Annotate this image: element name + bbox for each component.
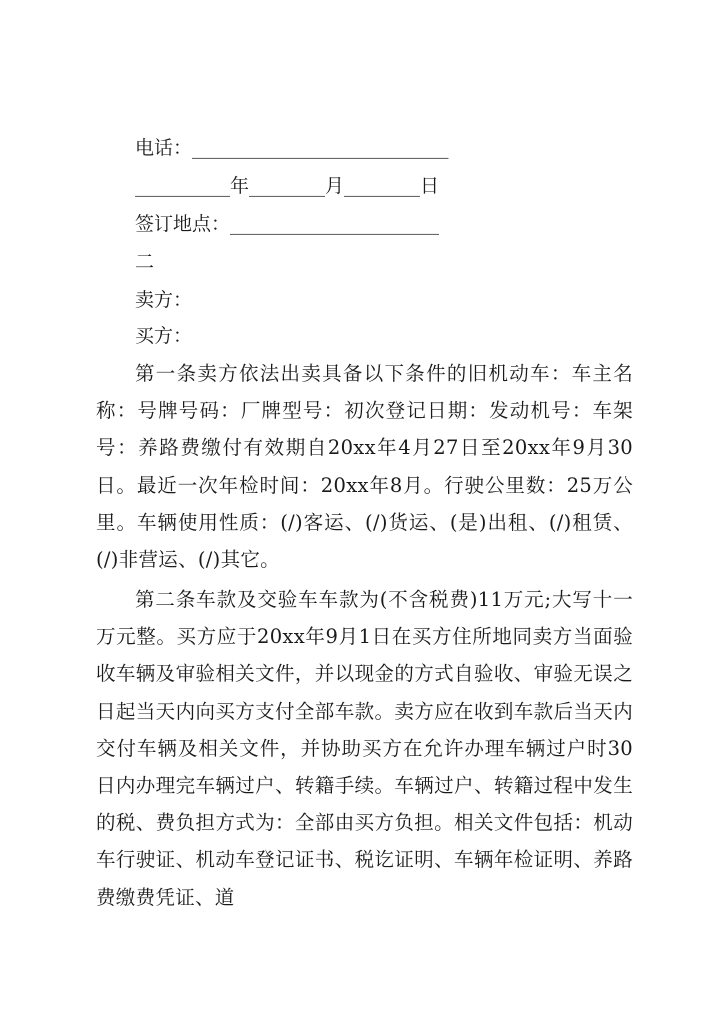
buyer-label: 买方：: [135, 325, 193, 347]
section-number: 二: [135, 251, 155, 273]
date-field: __________年________月________日: [135, 175, 440, 197]
article-1-paragraph: 第一条卖方依法出卖具备以下条件的旧机动车：车主名称：号牌号码：厂牌型号：初次登记日期：发动机号：车架号：养路费缴付有效期自20xx年4月27日至20xx年9月30日。最近一次年检时间：20xx年8月。行驶公里数：25万公里。车辆使用性质：(/)客运、(/)货运、(是)出租、(/)租赁、(/)非营运、(/)其它。: [96, 362, 633, 572]
article-2-paragraph: 第二条车款及交验车车款为(不含税费)11万元;大写十一万元整。买方应于20xx年9月1日在买方住所地同卖方当面验收车辆及审验相关文件，并以现金的方式自验收、审验无误之日起当天内向买方支付全部车款。卖方应在收到车款后当天内交付车辆及相关文件，并协助买方在允许办理车辆过户时30日内办理完车辆过户、转籍手续。车辆过户、转籍过程中发生的税、费负担方式为：全部由买方负担。相关文件包括：机动车行驶证、机动车登记证书、税讫证明、车辆年检证明、养路费缴费凭证、道: [96, 588, 633, 909]
sign-place-field: 签订地点：______________________: [135, 213, 440, 235]
phone-field: 电话：___________________________: [135, 137, 449, 159]
seller-label: 卖方：: [135, 289, 193, 311]
